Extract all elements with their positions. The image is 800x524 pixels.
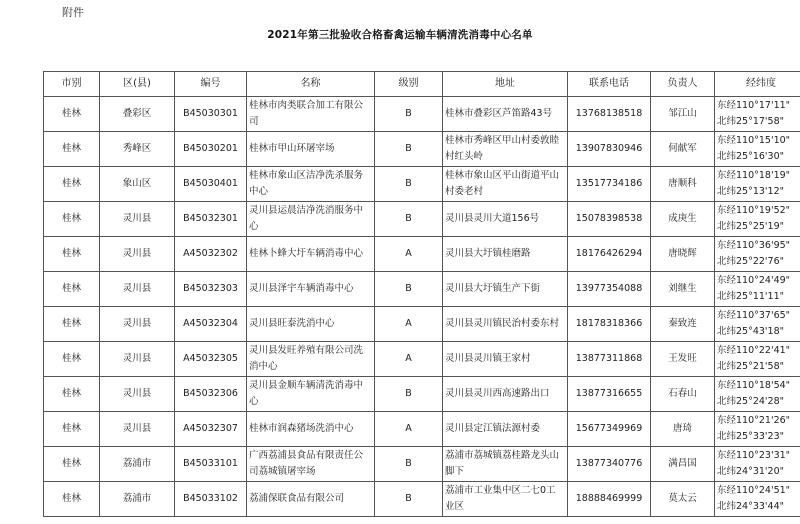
cell-district: 灵川县 — [100, 272, 175, 307]
cell-address: 桂林市象山区平山街道平山村委老村 — [443, 167, 568, 202]
cell-city: 桂林 — [44, 167, 100, 202]
cell-contact: 邹江山 — [651, 97, 715, 132]
cell-coordinates — [715, 377, 800, 412]
col-header-coordinates: 经纬度 — [715, 72, 800, 97]
cell-name: 桂林卜蜂大圩车辆消毒中心 — [247, 237, 375, 272]
cell-coordinates — [715, 202, 800, 237]
latitude-text: 北纬25°22'76" — [717, 256, 784, 267]
cell-code: B45032301 — [175, 202, 247, 237]
cell-phone: 15677349969 — [568, 412, 651, 447]
latitude-text: 北纬25°24'28" — [717, 396, 784, 407]
longitude-text: 东经110°22'41" — [717, 345, 791, 356]
cell-phone: 13877316655 — [568, 377, 651, 412]
latitude-text: 北纬25°16'30" — [717, 151, 784, 162]
cell-address: 灵川县大圩镇桂磨路 — [443, 237, 568, 272]
cell-name: 灵川县金顺车辆清洗消毒中心 — [247, 377, 375, 412]
table-row — [44, 342, 800, 377]
cell-level: B — [375, 167, 443, 202]
cell-city: 桂林 — [44, 132, 100, 167]
table-row — [44, 237, 800, 272]
cell-name: 桂林市肉类联合加工有限公司 — [247, 97, 375, 132]
cell-contact: 唐晓辉 — [651, 237, 715, 272]
col-header-city: 市别 — [44, 72, 100, 97]
cell-contact: 莫太云 — [651, 482, 715, 517]
table-row — [44, 447, 800, 482]
latitude-text: 北纬25°33'23" — [717, 431, 784, 442]
cell-level: B — [375, 97, 443, 132]
cell-address: 灵川县灵川镇王家村 — [443, 342, 568, 377]
cell-coordinates — [715, 237, 800, 272]
cell-address: 桂林市秀峰区甲山村委敦睦村红头岭 — [443, 132, 568, 167]
cell-code: B45030201 — [175, 132, 247, 167]
cell-district: 荔浦市 — [100, 447, 175, 482]
latitude-text: 北纬25°21'58" — [717, 361, 784, 372]
cell-coordinates — [715, 482, 800, 517]
latitude-text: 北纬25°17'58" — [717, 116, 784, 127]
cell-phone: 18178318366 — [568, 307, 651, 342]
cell-address: 灵川县灵川西高速路出口 — [443, 377, 568, 412]
cell-city: 桂林 — [44, 307, 100, 342]
cell-address: 灵川县灵川镇民治村委东村 — [443, 307, 568, 342]
table-row — [44, 97, 800, 132]
latitude-text: 北纬25°43'18" — [717, 326, 784, 337]
cell-name: 广西荔浦县食品有限责任公司荔城镇屠宰场 — [247, 447, 375, 482]
cell-name: 桂林市甲山环屠宰场 — [247, 132, 375, 167]
cell-phone: 13877311868 — [568, 342, 651, 377]
latitude-text: 北纬24°33'44" — [717, 501, 784, 512]
cell-code: B45033102 — [175, 482, 247, 517]
cell-coordinates — [715, 132, 800, 167]
table-row — [44, 202, 800, 237]
cell-contact: 满昌国 — [651, 447, 715, 482]
cell-code: B45030301 — [175, 97, 247, 132]
cell-district: 灵川县 — [100, 307, 175, 342]
table-row — [44, 272, 800, 307]
cell-name: 灵川县泽宇车辆消毒中心 — [247, 272, 375, 307]
cell-name: 桂林市润森猪场洗消中心 — [247, 412, 375, 447]
cell-code: A45032307 — [175, 412, 247, 447]
cell-district: 灵川县 — [100, 412, 175, 447]
table-row — [44, 377, 800, 412]
cell-phone: 15078398538 — [568, 202, 651, 237]
latitude-text: 北纬25°13'12" — [717, 186, 784, 197]
cell-city: 桂林 — [44, 272, 100, 307]
cell-coordinates — [715, 272, 800, 307]
cell-contact: 王发旺 — [651, 342, 715, 377]
cell-contact: 唐琦 — [651, 412, 715, 447]
cell-code: B45032306 — [175, 377, 247, 412]
cell-coordinates — [715, 447, 800, 482]
cell-level: B — [375, 202, 443, 237]
cell-contact: 刘继生 — [651, 272, 715, 307]
cell-code: B45030401 — [175, 167, 247, 202]
cell-district: 灵川县 — [100, 342, 175, 377]
table-row — [44, 307, 800, 342]
longitude-text: 东经110°19'52" — [717, 205, 791, 216]
col-header-code: 编号 — [175, 72, 247, 97]
cell-level: B — [375, 272, 443, 307]
cell-address: 灵川县灵川大道156号 — [443, 202, 568, 237]
cell-district: 叠彩区 — [100, 97, 175, 132]
cell-city: 桂林 — [44, 412, 100, 447]
cell-name: 桂林市象山区洁净洗杀服务中心 — [247, 167, 375, 202]
cell-address: 荔浦市工业集中区二七0工业区 — [443, 482, 568, 517]
cell-name: 灵川县旺泰洗消中心 — [247, 307, 375, 342]
cell-level: B — [375, 447, 443, 482]
col-header-address: 地址 — [443, 72, 568, 97]
cell-level: A — [375, 412, 443, 447]
col-header-contact: 负责人 — [651, 72, 715, 97]
cell-address: 灵川县定江镇法源村委 — [443, 412, 568, 447]
disinfection-center-table — [43, 71, 800, 517]
cell-district: 灵川县 — [100, 377, 175, 412]
cell-city: 桂林 — [44, 342, 100, 377]
cell-city: 桂林 — [44, 377, 100, 412]
table-row — [44, 132, 800, 167]
cell-level: A — [375, 237, 443, 272]
cell-phone: 13517734186 — [568, 167, 651, 202]
cell-name: 灵川县发旺养殖有限公司洗消中心 — [247, 342, 375, 377]
cell-coordinates — [715, 342, 800, 377]
cell-city: 桂林 — [44, 202, 100, 237]
table-row — [44, 482, 800, 517]
longitude-text: 东经110°18'54" — [717, 380, 791, 391]
cell-phone: 13977354088 — [568, 272, 651, 307]
cell-coordinates — [715, 412, 800, 447]
cell-code: B45033101 — [175, 447, 247, 482]
cell-contact: 何献军 — [651, 132, 715, 167]
longitude-text: 东经110°36'95" — [717, 240, 791, 251]
cell-phone: 13768138518 — [568, 97, 651, 132]
longitude-text: 东经110°24'49" — [717, 275, 791, 286]
cell-level: A — [375, 342, 443, 377]
cell-contact: 成庚生 — [651, 202, 715, 237]
cell-coordinates — [715, 307, 800, 342]
cell-code: B45032303 — [175, 272, 247, 307]
cell-code: A45032302 — [175, 237, 247, 272]
latitude-text: 北纬25°25'19" — [717, 221, 784, 232]
cell-phone: 18176426294 — [568, 237, 651, 272]
cell-address: 荔浦市荔城镇荔桂路龙头山脚下 — [443, 447, 568, 482]
longitude-text: 东经110°17'11" — [717, 100, 791, 111]
longitude-text: 东经110°15'10" — [717, 135, 791, 146]
cell-code: A45032305 — [175, 342, 247, 377]
cell-contact: 唐顺科 — [651, 167, 715, 202]
table-header-row — [44, 72, 800, 97]
cell-district: 秀峰区 — [100, 132, 175, 167]
cell-phone: 13877340776 — [568, 447, 651, 482]
cell-level: A — [375, 307, 443, 342]
cell-address: 灵川县大圩镇生产下街 — [443, 272, 568, 307]
table-row — [44, 412, 800, 447]
cell-city: 桂林 — [44, 482, 100, 517]
cell-name: 灵川县运晨洁净洗消服务中心 — [247, 202, 375, 237]
table-row — [44, 167, 800, 202]
cell-contact: 秦致连 — [651, 307, 715, 342]
longitude-text: 东经110°18'19" — [717, 170, 791, 181]
cell-address: 桂林市叠彩区芦笛路43号 — [443, 97, 568, 132]
longitude-text: 东经110°23'31" — [717, 450, 791, 461]
cell-name: 荔浦保联食品有限公司 — [247, 482, 375, 517]
cell-contact: 石春山 — [651, 377, 715, 412]
cell-district: 灵川县 — [100, 202, 175, 237]
cell-phone: 13907830946 — [568, 132, 651, 167]
col-header-level: 级别 — [375, 72, 443, 97]
cell-coordinates — [715, 97, 800, 132]
col-header-phone: 联系电话 — [568, 72, 651, 97]
longitude-text: 东经110°21'26" — [717, 415, 791, 426]
col-header-name: 名称 — [247, 72, 375, 97]
cell-phone: 18888469999 — [568, 482, 651, 517]
longitude-text: 东经110°24'51" — [717, 485, 791, 496]
table-body — [44, 97, 800, 517]
cell-district: 灵川县 — [100, 237, 175, 272]
cell-district: 象山区 — [100, 167, 175, 202]
cell-level: B — [375, 377, 443, 412]
cell-code: A45032304 — [175, 307, 247, 342]
document-title: 2021年第三批验收合格畜禽运输车辆清洗消毒中心名单 — [267, 29, 533, 41]
cell-city: 桂林 — [44, 97, 100, 132]
latitude-text: 北纬25°11'11" — [717, 291, 784, 302]
attachment-label: 附件 — [62, 6, 84, 19]
latitude-text: 北纬24°31'20" — [717, 466, 784, 477]
cell-city: 桂林 — [44, 447, 100, 482]
cell-level: B — [375, 482, 443, 517]
cell-district: 荔浦市 — [100, 482, 175, 517]
cell-coordinates — [715, 167, 800, 202]
cell-city: 桂林 — [44, 237, 100, 272]
col-header-district: 区(县) — [100, 72, 175, 97]
longitude-text: 东经110°37'65" — [717, 310, 791, 321]
cell-level: B — [375, 132, 443, 167]
